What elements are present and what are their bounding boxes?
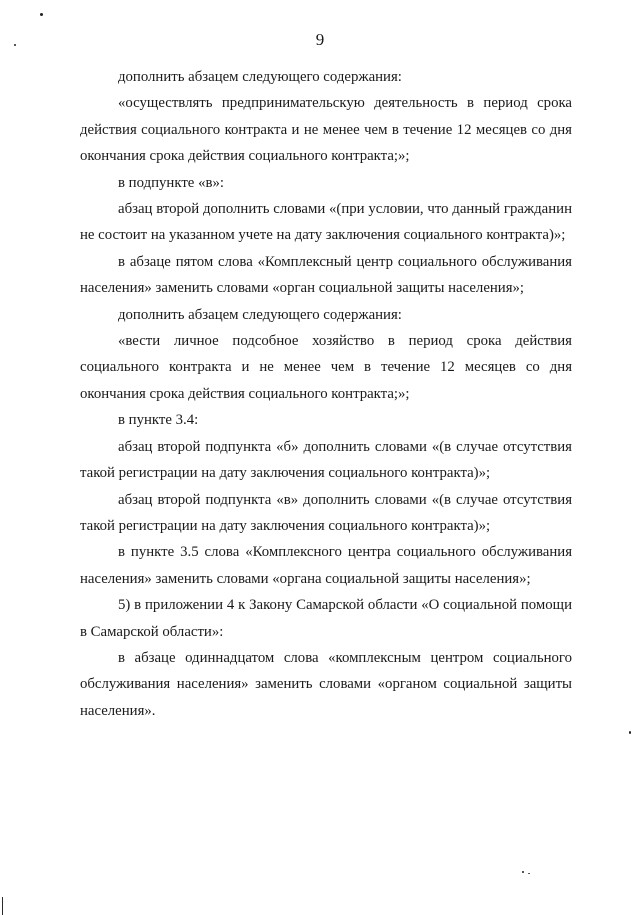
scan-edge-line-left bbox=[2, 897, 3, 915]
paragraph-5: в абзаце пятом слова «Комплексный центр социального обслуживания населения» заменить словами «орган социальной защиты населения»; bbox=[80, 253, 572, 297]
page-number: 9 bbox=[315, 30, 325, 49]
scan-speck-right bbox=[629, 731, 631, 734]
paragraph-4: абзац второй дополнить словами «(при условии, что данный гражданин не состоит на указанном учете на дату заключения социального контракта)»; bbox=[80, 201, 572, 244]
paragraph-8: в пункте 3.4: bbox=[118, 412, 199, 429]
paragraph-12: 5) в приложении 4 к Закону Самарской области «О социальной помощи в Самарской области»: bbox=[80, 597, 572, 640]
paragraph-2: «осуществлять предпринимательскую деятельность в период срока действия социального контракта и не менее чем в течение 12 месяцев со дня окончания срока действия социального контракта;»; bbox=[80, 95, 572, 165]
scan-speck-bottom-right bbox=[522, 871, 524, 873]
paragraph-13: в абзаце одиннадцатом слова «комплексным центром социального обслуживания населения» заменить словами «органом социальной защиты населения». bbox=[80, 649, 572, 719]
paragraph-9: абзац второй подпункта «б» дополнить словами «(в случае отсутствия такой регистрации на дату заключения социального контракта)»; bbox=[80, 438, 572, 482]
scan-speck-top-left bbox=[40, 13, 43, 16]
paragraph-3: в подпункте «в»: bbox=[118, 174, 224, 191]
paragraph-7: «вести личное подсобное хозяйство в период срока действия социального контракта и не менее чем в течение 12 месяцев со дня окончания срока действия социального контракта;»; bbox=[80, 333, 572, 402]
paragraph-1: дополнить абзацем следующего содержания: bbox=[118, 69, 402, 85]
document-body bbox=[80, 64, 572, 724]
paragraph-6: дополнить абзацем следующего содержания: bbox=[118, 306, 402, 323]
paragraph-11: в пункте 3.5 слова «Комплексного центра социального обслуживания населения» заменить словами «органа социальной защиты населения»; bbox=[80, 544, 572, 587]
paragraph-10: абзац второй подпункта «в» дополнить словами «(в случае отсутствия такой регистрации на дату заключения социального контракта)»; bbox=[80, 491, 572, 534]
scan-speck-bottom-right-2 bbox=[528, 873, 530, 874]
